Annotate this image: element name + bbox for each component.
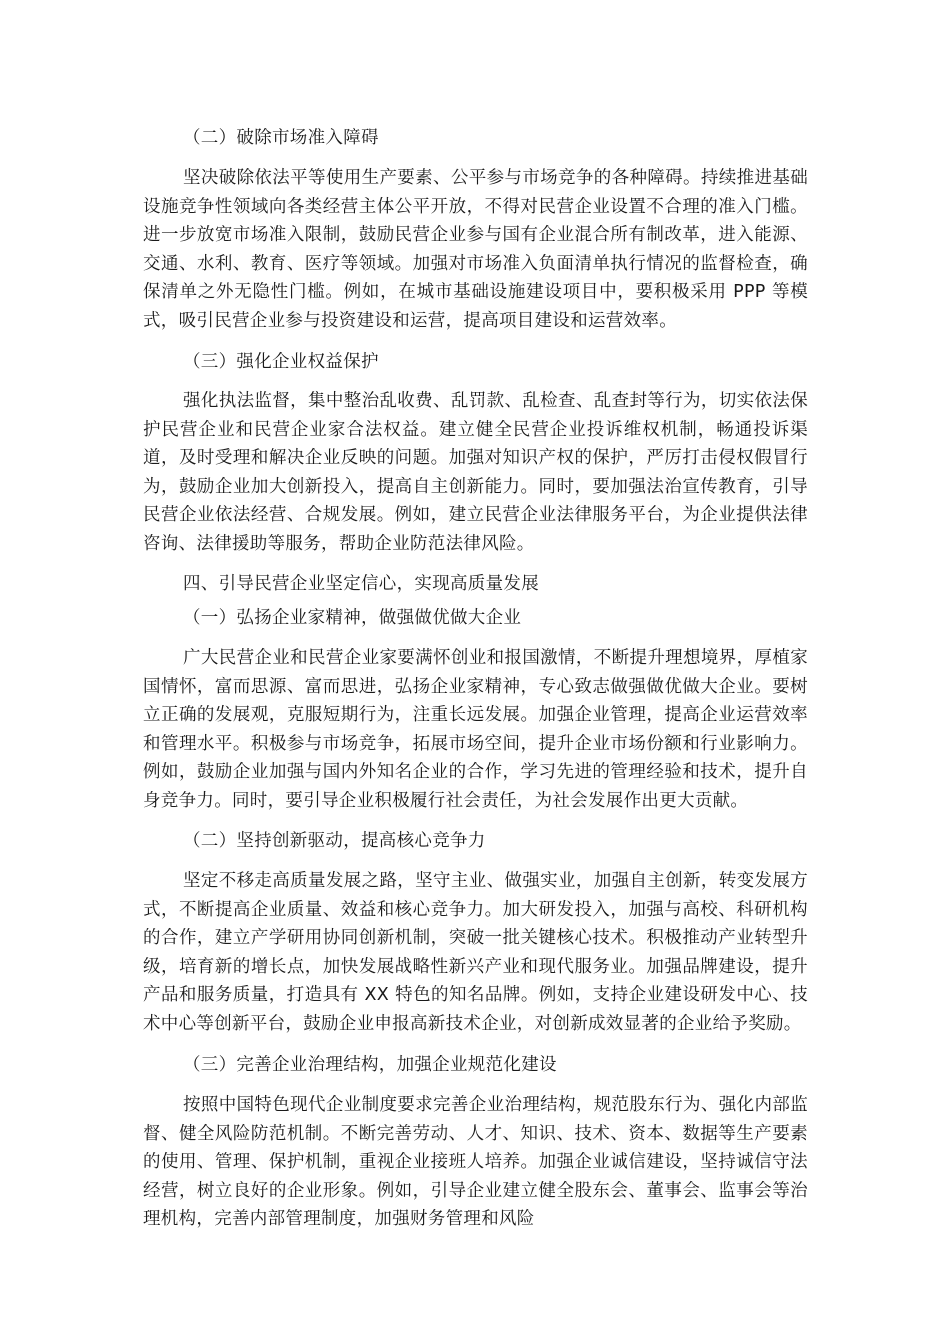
section-heading: （三）强化企业权益保护	[183, 352, 379, 372]
body-paragraph: 强化执法监督，集中整治乱收费、乱罚款、乱检查、乱查封等行为，切实依法保护民营企业和民营企业家合法权益。建立健全民营企业投诉维权机制，畅通投诉渠道，及时受理和解决企业反映的问题。加强对知识产权的保护，严厉打击侵权假冒行为，鼓励企业加大创新投入，提高自主创新能力。同时，要加强法治宣传教育，引导民营企业依法经营、合规发展。例如，建立民营企业法律服务平台，为企业提供法律咨询、法律援助等服务，帮助企业防范法律风险。	[143, 391, 808, 554]
section-heading: （一）弘扬企业家精神，做强做优做大企业	[183, 608, 522, 628]
chapter-heading: 四、引导民营企业坚定信心，实现高质量发展	[183, 574, 539, 594]
section-heading: （三）完善企业治理结构，加强企业规范化建设	[183, 1055, 557, 1075]
body-paragraph: 坚决破除依法平等使用生产要素、公平参与市场竞争的各种障碍。持续推进基础设施竞争性领域向各类经营主体公平开放，不得对民营企业设置不合理的准入门槛。进一步放宽市场准入限制，鼓励民营企业参与国有企业混合所有制改革，进入能源、交通、水利、教育、医疗等领域。加强对市场准入负面清单执行情况的监督检查，确保清单之外无隐性门槛。例如，在城市基础设施建设项目中，要积极采用 PPP 等模式，吸引民营企业参与投资建设和运营，提高项目建设和运营效率。	[143, 168, 808, 331]
section-heading: （二）坚持创新驱动，提高核心竞争力	[183, 831, 486, 851]
body-paragraph: 坚定不移走高质量发展之路，坚守主业、做强实业，加强自主创新，转变发展方式，不断提高企业质量、效益和核心竞争力。加大研发投入，加强与高校、科研机构的合作，建立产学研用协同创新机制，突破一批关键核心技术。积极推动产业转型升级，培育新的增长点，加快发展战略性新兴产业和现代服务业。加强品牌建设，提升产品和服务质量，打造具有 XX 特色的知名品牌。例如，支持企业建设研发中心、技术中心等创新平台，鼓励企业申报高新技术企业，对创新成效显著的企业给予奖励。	[143, 871, 808, 1034]
body-paragraph: 广大民营企业和民营企业家要满怀创业和报国激情，不断提升理想境界，厚植家国情怀，富而思源、富而思进，弘扬企业家精神，专心致志做强做优做大企业。要树立正确的发展观，克服短期行为，注重长远发展。加强企业管理，提高企业运营效率和管理水平。积极参与市场竞争，拓展市场空间，提升企业市场份额和行业影响力。例如，鼓励企业加强与国内外知名企业的合作，学习先进的管理经验和技术，提升自身竞争力。同时，要引导企业积极履行社会责任，为社会发展作出更大贡献。	[143, 648, 808, 811]
section-heading: （二）破除市场准入障碍	[183, 128, 379, 148]
body-paragraph: 按照中国特色现代企业制度要求完善企业治理结构，规范股东行为、强化内部监督、健全风险防范机制。不断完善劳动、人才、知识、技术、资本、数据等生产要素的使用、管理、保护机制，重视企业接班人培养。加强企业诚信建设，坚持诚信守法经营，树立良好的企业形象。例如，引导企业建立健全股东会、董事会、监事会等治理机构，完善内部管理制度，加强财务管理和风险	[143, 1095, 808, 1229]
